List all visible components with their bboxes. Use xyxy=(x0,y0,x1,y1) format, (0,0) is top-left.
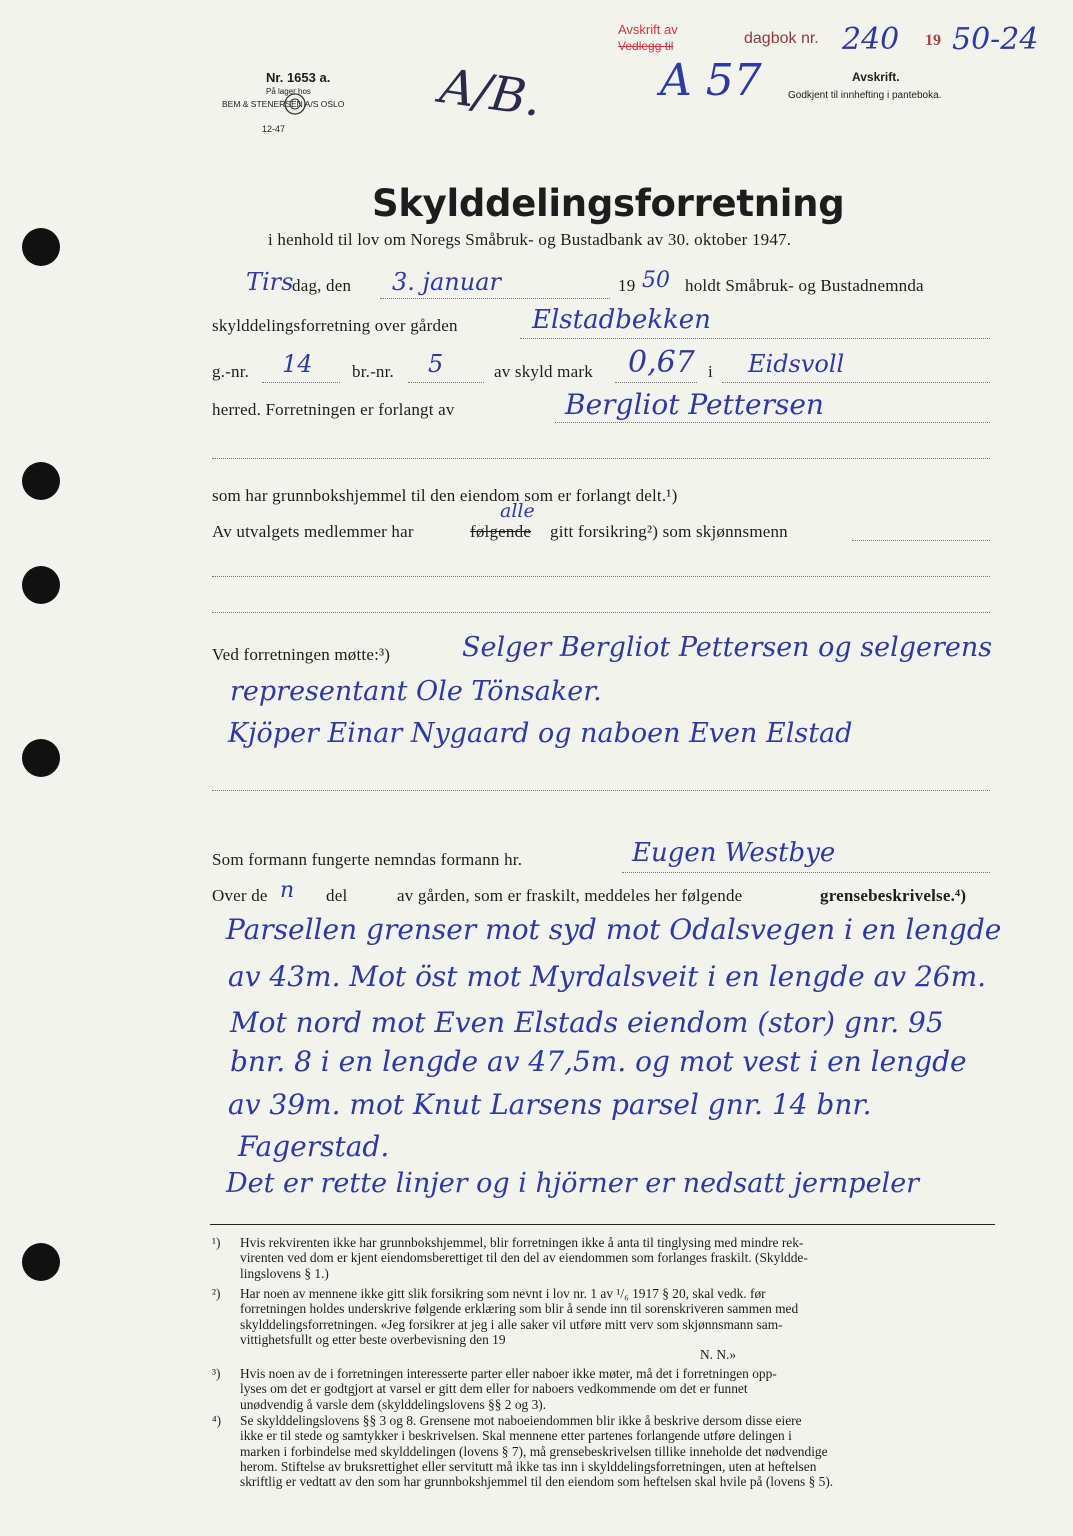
footnote-4 xyxy=(212,1413,834,1490)
farm-handwritten: Elstadbekken xyxy=(532,305,711,335)
year-handwritten: 50-24 xyxy=(952,22,1039,57)
footnote-mark: ³) xyxy=(212,1366,221,1381)
municipality-handwritten: Eidsvoll xyxy=(748,350,845,378)
footnote-3 xyxy=(212,1366,777,1412)
held-text: holdt Småbruk- og Bustadnemnda xyxy=(685,276,924,295)
bnr-handwritten: 5 xyxy=(428,350,444,378)
footnote-line: Se skylddelingslovens §§ 3 og 8. Grensene mot naboeiendommen blir ikke å beskrive dersom disse eiere xyxy=(240,1413,802,1428)
blank-line xyxy=(212,576,990,577)
utvalg-handwritten: alle xyxy=(500,500,535,522)
skyld-handwritten: 0,67 xyxy=(628,345,695,380)
utvalg-line xyxy=(852,540,990,541)
desc-line: av 43m. Mot öst mot Myrdalsveit i en lengde av 26m. xyxy=(228,960,987,993)
footnote-2 xyxy=(212,1286,799,1363)
footnote-line: virenten ved dom er kjent eiendomsberettiget til den del av eiendommen som forlanges fraskilt. (Skyldde- xyxy=(240,1250,808,1266)
mote-line-2: representant Ole Tönsaker. xyxy=(230,676,602,707)
utvalg-label-2: gitt forsikring²) som skjønnsmenn xyxy=(550,522,788,541)
publisher-logo-icon xyxy=(283,92,307,116)
gnr-label: g.-nr. xyxy=(212,362,250,381)
publisher-line-1: På lager hos xyxy=(266,87,311,96)
utvalg-label-1: Av utvalgets medlemmer har xyxy=(212,522,414,541)
footnote-line: herom. Stiftelse av bruksrettighet eller servitutt må ikke tas inn i skylddelingsforretningen, uten at heftelsen xyxy=(240,1458,817,1474)
footnote-line: forretningen holdes underskrive følgende erklæring som blir å sende inn til sorenskriveren sammen med xyxy=(240,1301,799,1317)
desc-line: Parsellen grenser mot syd mot Odalsvegen i en lengde xyxy=(226,913,1002,946)
desc-line: Det er rette linjer og i hjörner er nedsatt jernpeler xyxy=(226,1168,920,1199)
page-subtitle: i henhold til lov om Noregs Småbruk- og Bustadbank av 30. oktober 1947. xyxy=(268,230,792,249)
mark-a57: A 57 xyxy=(660,55,762,106)
stamp-vedlegg-til: Vedlegg til xyxy=(618,39,674,53)
punch-hole xyxy=(22,228,60,266)
date-line xyxy=(380,298,610,299)
page-title: Skylddelingsforretning xyxy=(372,182,845,225)
print-date: 12-47 xyxy=(262,124,286,134)
punch-hole xyxy=(22,462,60,500)
footnote-divider xyxy=(210,1224,995,1225)
farm-label: skylddelingsforretning over gården xyxy=(212,316,458,335)
footnote-1 xyxy=(212,1235,808,1281)
dagbok-label: dagbok nr. xyxy=(744,30,819,47)
publisher-line-2: BEM & STENERSEN A/S OSLO xyxy=(222,99,345,109)
avskrift-label: Avskrift. xyxy=(852,70,900,84)
blank-line xyxy=(212,790,990,791)
formann-line xyxy=(622,872,990,873)
over-den-handwritten: n xyxy=(280,878,295,903)
desc-line: bnr. 8 i en lengde av 47,5m. og mot vest i en lengde xyxy=(230,1045,967,1078)
footnote-line: skriftlig er vedtatt av den som har grunnbokshjemmel til den eiendom som heftelsen skal hvile på (lovens § 5). xyxy=(240,1474,834,1490)
footnote-line: Har noen av mennene ikke gitt slik forsikring som nevnt i lov nr. 1 av ¹/₆ 1917 § 20, skal vedk. før xyxy=(240,1286,766,1301)
fraskilt-label: av gården, som er fraskilt, meddeles her følgende xyxy=(397,886,743,905)
year-prefix: 19 xyxy=(925,32,941,49)
bnr-label: br.-nr. xyxy=(352,362,395,381)
blank-line xyxy=(212,612,990,613)
stamp-avskrift-av: Avskrift av xyxy=(618,22,678,37)
footnote-mark: ²) xyxy=(212,1286,221,1301)
skyld-line xyxy=(615,382,697,383)
dagbok-number: 240 xyxy=(842,22,900,57)
farm-line xyxy=(520,338,990,339)
footnote-line: Hvis rekvirenten ikke har grunnbokshjemmel, blir forretningen ikke å anta til tinglysing med mindre rek- xyxy=(240,1235,804,1250)
date-handwritten: 3. januar xyxy=(392,268,501,296)
footnote-line: unødvendig å varsle dem (skylddelingslovens §§ 2 og 3). xyxy=(240,1396,547,1412)
punch-hole xyxy=(22,739,60,777)
desc-line: Mot nord mot Even Elstads eiendom (stor) gnr. 95 xyxy=(230,1006,944,1039)
grense-label: grensebeskrivelse.⁴) xyxy=(820,886,967,905)
punch-hole xyxy=(22,1243,60,1281)
footnote-line: marken i forbindelse med skylddelingen (lovens § 7), må grensebeskrivelsen tillike inneholde det nødvendige xyxy=(240,1443,828,1459)
footnote-line: ikke er til stede og samtykker i beskrivelsen. Skal mennene etter partenes forlangende utføre delingen i xyxy=(240,1428,792,1444)
del-label: del xyxy=(326,886,348,905)
bnr-line xyxy=(408,382,484,383)
skyld-label: av skyld mark xyxy=(494,362,593,381)
year-prefix-body: 19 xyxy=(618,276,636,295)
handwritten-initials: A/B. xyxy=(436,58,545,128)
blank-line xyxy=(212,458,990,459)
punch-hole xyxy=(22,566,60,604)
grunnbok-label: som har grunnbokshjemmel til den eiendom som er forlangt delt.¹) xyxy=(212,486,678,505)
year-body-handwritten: 50 xyxy=(642,268,670,293)
utvalg-struck: følgende xyxy=(470,522,532,541)
footnote-line: Hvis noen av de i forretningen interesserte parter eller naboer ikke møter, må det i forretningen opp- xyxy=(240,1366,777,1381)
godkjent-label: Godkjent til innhefting i panteboka. xyxy=(788,90,942,101)
desc-line: av 39m. mot Knut Larsens parsel gnr. 14 bnr. xyxy=(228,1088,872,1121)
footnote-line: lingslovens § 1.) xyxy=(240,1265,329,1281)
day-handwritten: Tirs xyxy=(246,268,294,296)
form-number: Nr. 1653 a. xyxy=(266,70,331,85)
footnote-line: vittighetsfullt og etter beste overbevisning den 19 xyxy=(240,1331,506,1347)
requester-handwritten: Bergliot Pettersen xyxy=(565,388,824,421)
herred-label: herred. Forretningen er forlangt av xyxy=(212,400,455,419)
footnote-line: lyses om det er godtgjort at varsel er gitt dem eller for naboers vedkommende om det er funnet xyxy=(240,1381,748,1397)
footnote-signature: N. N.» xyxy=(700,1347,737,1363)
i-label: i xyxy=(708,362,713,381)
mote-line-3: Kjöper Einar Nygaard og naboen Even Elstad xyxy=(228,718,853,749)
formann-handwritten: Eugen Westbye xyxy=(632,838,836,868)
desc-line: Fagerstad. xyxy=(238,1130,390,1163)
gnr-line xyxy=(262,382,340,383)
footnote-mark: ¹) xyxy=(212,1235,221,1250)
footnote-mark: ⁴) xyxy=(212,1413,222,1428)
mote-label: Ved forretningen møtte:³) xyxy=(212,645,391,664)
mote-line-1: Selger Bergliot Pettersen og selgerens xyxy=(462,632,993,663)
over-den-label: Over de xyxy=(212,886,268,905)
footnote-line: skylddelingsforretningen. «Jeg forsikrer at jeg i alle saker vil utføre mitt verv som skjønnsmann sam- xyxy=(240,1316,783,1332)
requester-line xyxy=(555,422,990,423)
day-suffix: dag, den xyxy=(292,276,352,295)
municipality-line xyxy=(722,382,990,383)
formann-label: Som formann fungerte nemndas formann hr. xyxy=(212,850,523,869)
gnr-handwritten: 14 xyxy=(282,350,313,378)
